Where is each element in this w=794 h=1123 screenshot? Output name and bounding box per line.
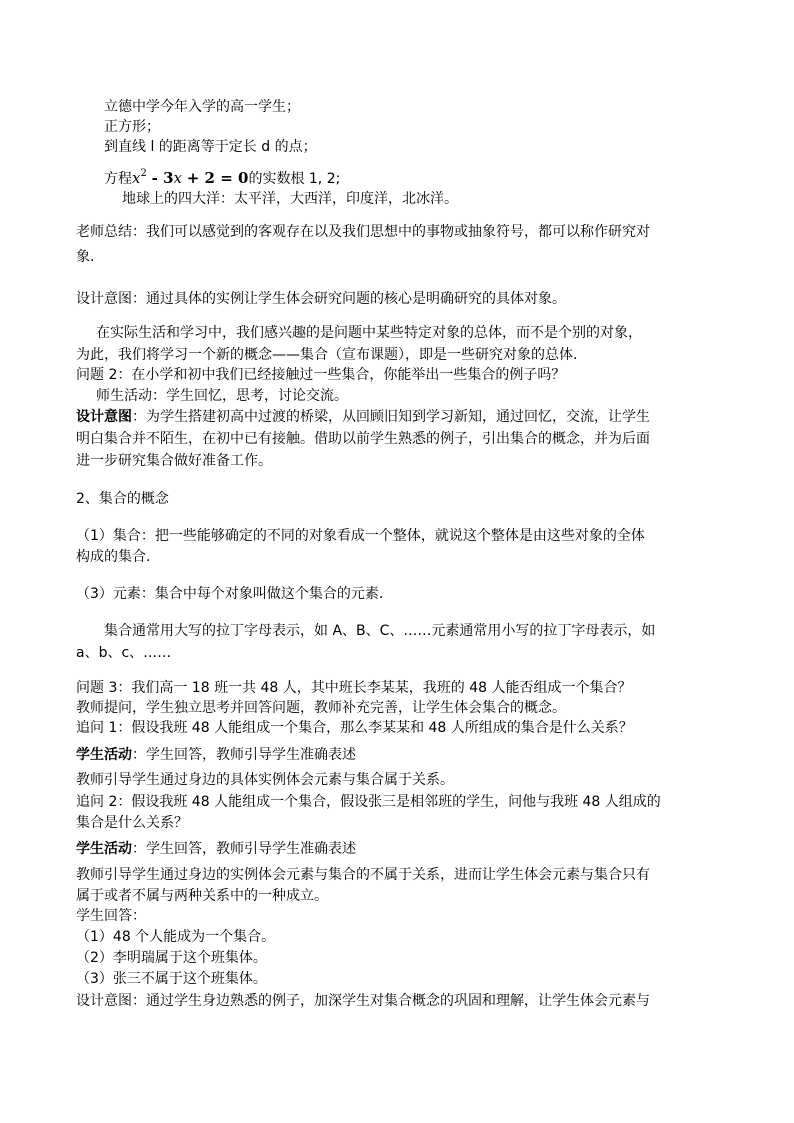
teacher-summary-line: 象. xyxy=(76,249,95,265)
design-intent-3: 设计意图：通过学生身边熟悉的例子，加深学生对集合概念的巩固和理解，让学生体会元素与 xyxy=(76,993,650,1009)
design-intent-2-line: 明白集合并不陌生，在初中已有接触。借助以前学生熟悉的例子，引出集合的概念，并为后面 xyxy=(76,431,650,447)
example-line: 到直线 l 的距离等于定长 d 的点； xyxy=(104,139,317,155)
equation-example-line xyxy=(104,164,340,189)
equation-suffix: 的实数根 1, 2; xyxy=(248,171,341,187)
teacher-summary-line: 老师总结：我们可以感觉到的客观存在以及我们思想中的事物或抽象符号，都可以称作研究对 xyxy=(76,224,650,240)
question-3: 问题 3：我们高一 18 班一共 48 人，其中班长李某某，我班的 48 人能否组成一个集合？ xyxy=(76,680,632,696)
section-heading: 2、集合的概念 xyxy=(76,491,169,507)
intro-paragraph-line: 为此，我们将学习一个新的概念——集合（宣布课题），即是一些研究对象的总体. xyxy=(76,347,578,363)
teacher-guide-line: 教师引导学生通过身边的具体实例体会元素与集合属于关系。 xyxy=(76,772,454,788)
followup-question-2-line: 集合是什么关系？ xyxy=(76,815,188,831)
definition-set-line: 构成的集合. xyxy=(76,549,151,565)
activity-line: 师生活动：学生回忆，思考，讨论交流。 xyxy=(96,388,348,404)
equation-prefix: 方程 xyxy=(104,171,132,187)
example-line: 立德中学今年入学的高一学生； xyxy=(104,99,300,115)
student-answer-item: （3）张三不属于这个班集体。 xyxy=(76,971,267,987)
followup-question-1: 追问 1：假设我班 48 人能组成一个集合，那么李某某和 48 人所组成的集合是什么关系？ xyxy=(76,720,633,736)
student-answer-item: （2）李明瑞属于这个班集体。 xyxy=(76,950,267,966)
student-activity-label: 学生活动 xyxy=(76,747,132,763)
student-activity-line: 学生活动：学生回答，教师引导学生准确表述 xyxy=(76,841,356,857)
student-answers-label: 学生回答： xyxy=(76,908,146,924)
design-intent-label: 设计意图 xyxy=(76,409,132,425)
notation-line: 集合通常用大写的拉丁字母表示，如 A、B、C、……元素通常用小写的拉丁字母表示，如 xyxy=(104,623,656,639)
design-intent-2-line: 设计意图：为学生搭建初高中过渡的桥梁，从回顾旧知到学习新知，通过回忆，交流，让学生 xyxy=(76,409,650,425)
followup-question-2-line: 追问 2：假设我班 48 人能组成一个集合，假设张三是相邻班的学生，问他与我班 48 人组成的 xyxy=(76,794,661,810)
definition-element: （3）元素：集合中每个对象叫做这个集合的元素. xyxy=(76,586,384,602)
teacher-prompt: 教师提问，学生独立思考并回答问题，教师补充完善，让学生体会集合的概念。 xyxy=(76,700,566,716)
example-line: 正方形； xyxy=(104,119,160,135)
teacher-guide-line: 教师引导学生通过身边的实例体会元素与集合的不属于关系，进而让学生体会元素与集合只有 xyxy=(76,867,650,883)
design-intent-2-line: 进一步研究集合做好准备工作。 xyxy=(76,453,272,469)
student-answer-item: （1）48 个人能成为一个集合。 xyxy=(76,929,276,945)
oceans-line: 地球上的四大洋：太平洋，大西洋，印度洋，北冰洋。 xyxy=(122,191,458,207)
notation-line: a、b、c、…… xyxy=(76,645,172,661)
intro-paragraph-line: 在实际生活和学习中，我们感兴趣的是问题中某些特定对象的总体，而不是个别的对象， xyxy=(96,325,642,341)
teacher-guide-line: 属于或者不属与两种关系中的一种成立。 xyxy=(76,888,328,904)
student-activity-label: 学生活动 xyxy=(76,841,132,857)
student-activity-line: 学生活动：学生回答，教师引导学生准确表述 xyxy=(76,747,356,763)
equation-formula: $x^2 - 3x + 2 = 0$ xyxy=(132,168,249,187)
definition-set-line: （1）集合：把一些能够确定的不同的对象看成一个整体，就说这个整体是由这些对象的全体 xyxy=(76,528,645,544)
design-intent-1: 设计意图：通过具体的实例让学生体会研究问题的核心是明确研究的具体对象。 xyxy=(76,291,566,307)
question-2: 问题 2：在小学和初中我们已经接触过一些集合，你能举出一些集合的例子吗？ xyxy=(76,367,566,383)
